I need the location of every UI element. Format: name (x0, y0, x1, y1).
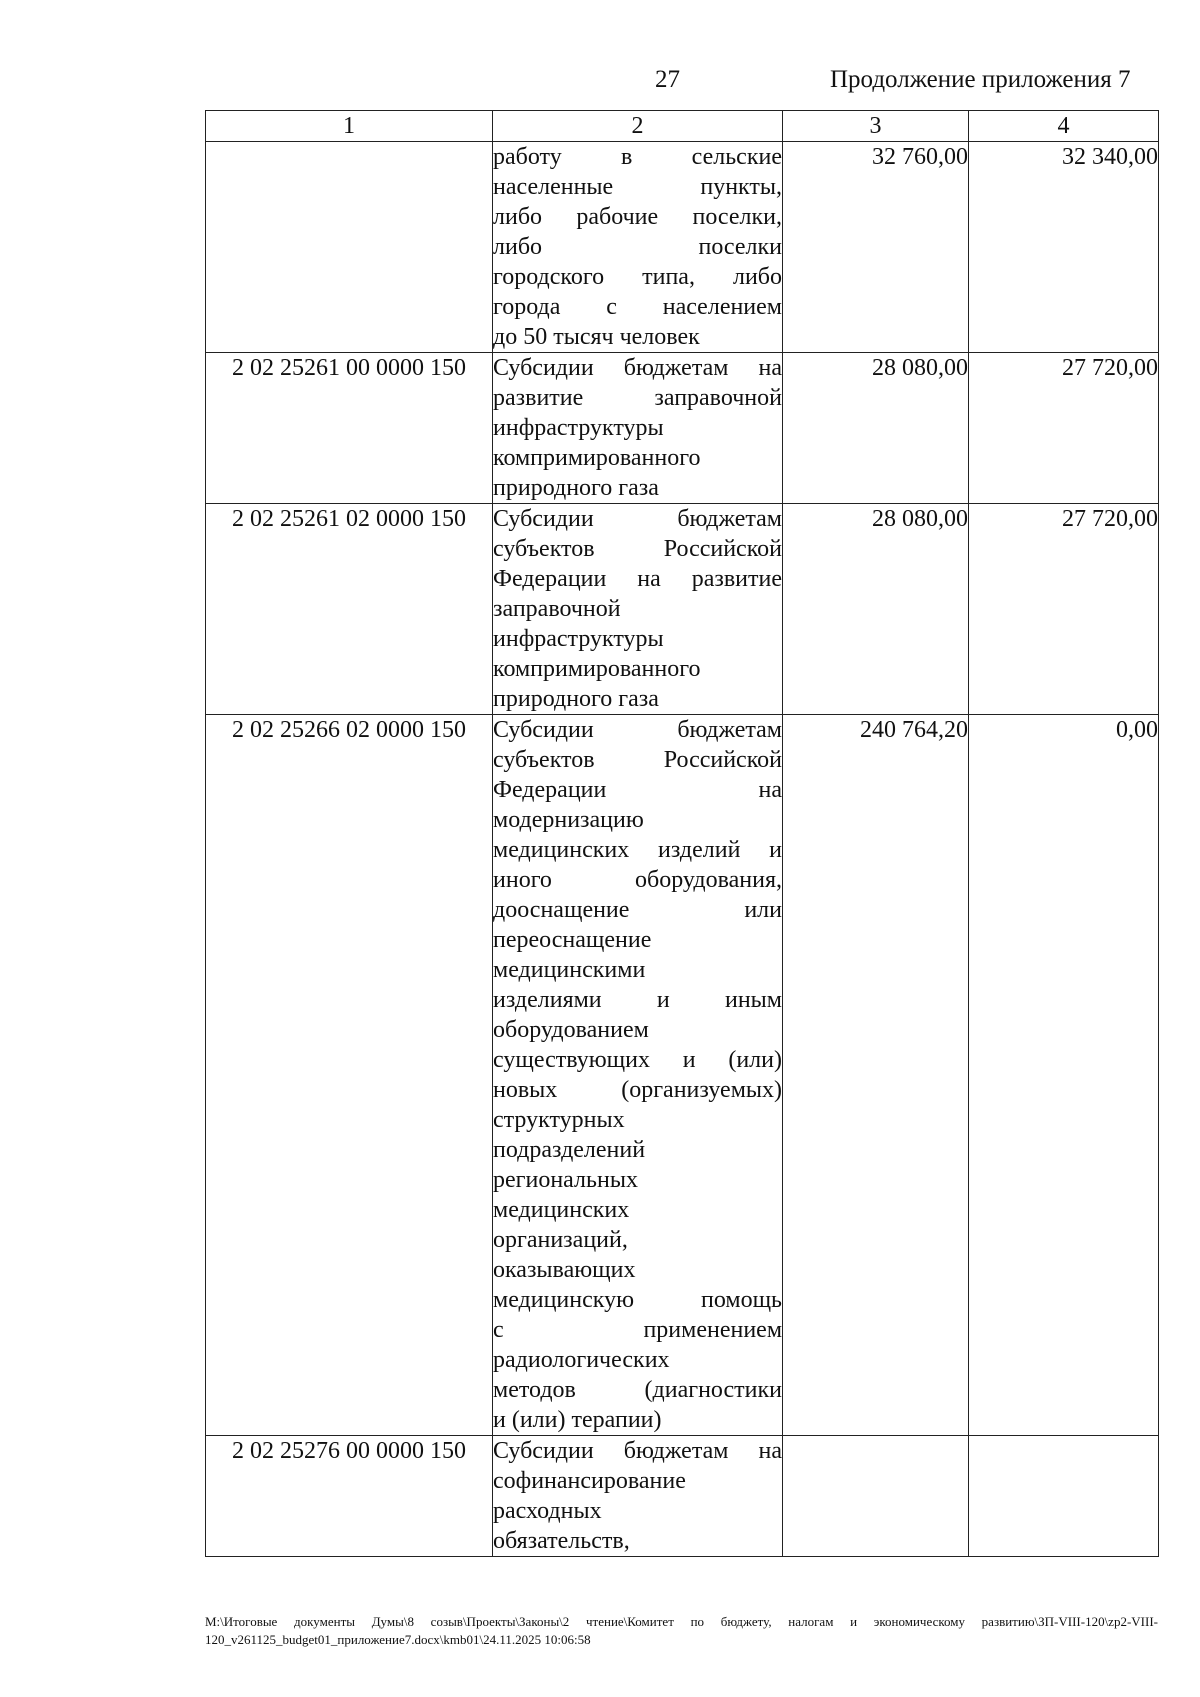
column-header-4: 4 (969, 111, 1159, 142)
description-line: Субсидии бюджетам (493, 717, 782, 743)
description-line: медицинских изделий и (493, 837, 782, 863)
description-cell (493, 504, 783, 715)
description-line: либо рабочие поселки, (493, 204, 782, 230)
description-line: природного газа (493, 686, 659, 712)
description-line: обязательств, (493, 1528, 630, 1554)
description-line: методов (диагностики (493, 1377, 782, 1403)
description-line: медицинских (493, 1197, 630, 1223)
description-line: модернизацию (493, 807, 644, 833)
description-line: организаций, (493, 1227, 628, 1253)
description-cell (493, 715, 783, 1436)
description-line: Федерации на (493, 777, 782, 803)
description-cell (493, 353, 783, 504)
budget-code-cell: 2 02 25266 02 0000 150 (206, 715, 493, 1436)
description-line: Федерации на развитие (493, 566, 782, 592)
description-line: инфраструктуры (493, 626, 664, 652)
table-body (206, 142, 1159, 1557)
budget-code-cell (206, 142, 493, 353)
description-line: природного газа (493, 475, 659, 501)
description-line: переоснащение (493, 927, 652, 953)
table-row (206, 353, 1159, 504)
description-line: Субсидии бюджетам (493, 506, 782, 532)
description-line: компримированного (493, 445, 701, 471)
amount-cell-column-3 (783, 1436, 969, 1557)
table-row (206, 1436, 1159, 1557)
description-line: новых (организуемых) (493, 1077, 782, 1103)
description-line: и (или) терапии) (493, 1407, 662, 1433)
description-cell (493, 142, 783, 353)
description-line: Субсидии бюджетам на (493, 1438, 782, 1464)
amount-cell-column-4: 0,00 (969, 715, 1159, 1436)
description-line: медицинскими (493, 957, 646, 983)
amount-cell-column-4 (969, 1436, 1159, 1557)
amount-cell-column-4: 32 340,00 (969, 142, 1159, 353)
description-line: оказывающих (493, 1257, 636, 1283)
description-line: дооснащение или (493, 897, 782, 923)
description-line: до 50 тысяч человек (493, 324, 700, 350)
amount-cell-column-3: 28 080,00 (783, 504, 969, 715)
column-header-2: 2 (493, 111, 783, 142)
description-line: населенные пункты, (493, 174, 782, 200)
description-line: Субсидии бюджетам на (493, 355, 782, 381)
table-row (206, 142, 1159, 353)
table-row (206, 715, 1159, 1436)
description-cell (493, 1436, 783, 1557)
amount-cell-column-3: 32 760,00 (783, 142, 969, 353)
column-header-3: 3 (783, 111, 969, 142)
description-line: структурных (493, 1107, 625, 1133)
description-line: развитие заправочной (493, 385, 782, 411)
description-line: с применением (493, 1317, 782, 1343)
amount-cell-column-4: 27 720,00 (969, 504, 1159, 715)
file-path-footer: M:\Итоговые документы Думы\8 созыв\Проекты\Законы\2 чтение\Комитет по бюджету, налогам и экономическому развитию\ЗП-VIII-120\zp2-VIII-120_v261125_budget01_приложение7.docx\kmb01\24.11.2025 10:06:58 (205, 1614, 1158, 1647)
column-header-1: 1 (206, 111, 493, 142)
budget-code-cell: 2 02 25261 00 0000 150 (206, 353, 493, 504)
description-line: заправочной (493, 596, 621, 622)
description-line: работу в сельские (493, 144, 782, 170)
description-line: существующих и (или) (493, 1047, 782, 1073)
amount-cell-column-3: 28 080,00 (783, 353, 969, 504)
budget-code-cell: 2 02 25276 00 0000 150 (206, 1436, 493, 1557)
description-line: расходных (493, 1498, 602, 1524)
description-line: субъектов Российской (493, 536, 782, 562)
description-line: подразделений (493, 1137, 646, 1163)
amount-cell-column-4: 27 720,00 (969, 353, 1159, 504)
description-line: софинансирование (493, 1468, 686, 1494)
table-row (206, 504, 1159, 715)
column-number-row (206, 111, 1159, 142)
description-line: радиологических (493, 1347, 670, 1373)
description-line: изделиями и иным (493, 987, 782, 1013)
budget-table (205, 110, 1159, 1557)
description-line: инфраструктуры (493, 415, 664, 441)
continuation-label: Продолжение приложения 7 (830, 66, 1131, 93)
description-line: либо поселки (493, 234, 782, 260)
description-line: иного оборудования, (493, 867, 782, 893)
description-line: компримированного (493, 656, 701, 682)
description-line: оборудованием (493, 1017, 649, 1043)
description-line: региональных (493, 1167, 638, 1193)
description-line: города с населением (493, 294, 782, 320)
amount-cell-column-3: 240 764,20 (783, 715, 969, 1436)
page-number: 27 (655, 66, 680, 93)
description-line: субъектов Российской (493, 747, 782, 773)
description-line: городского типа, либо (493, 264, 782, 290)
description-line: медицинскую помощь (493, 1287, 782, 1313)
budget-code-cell: 2 02 25261 02 0000 150 (206, 504, 493, 715)
